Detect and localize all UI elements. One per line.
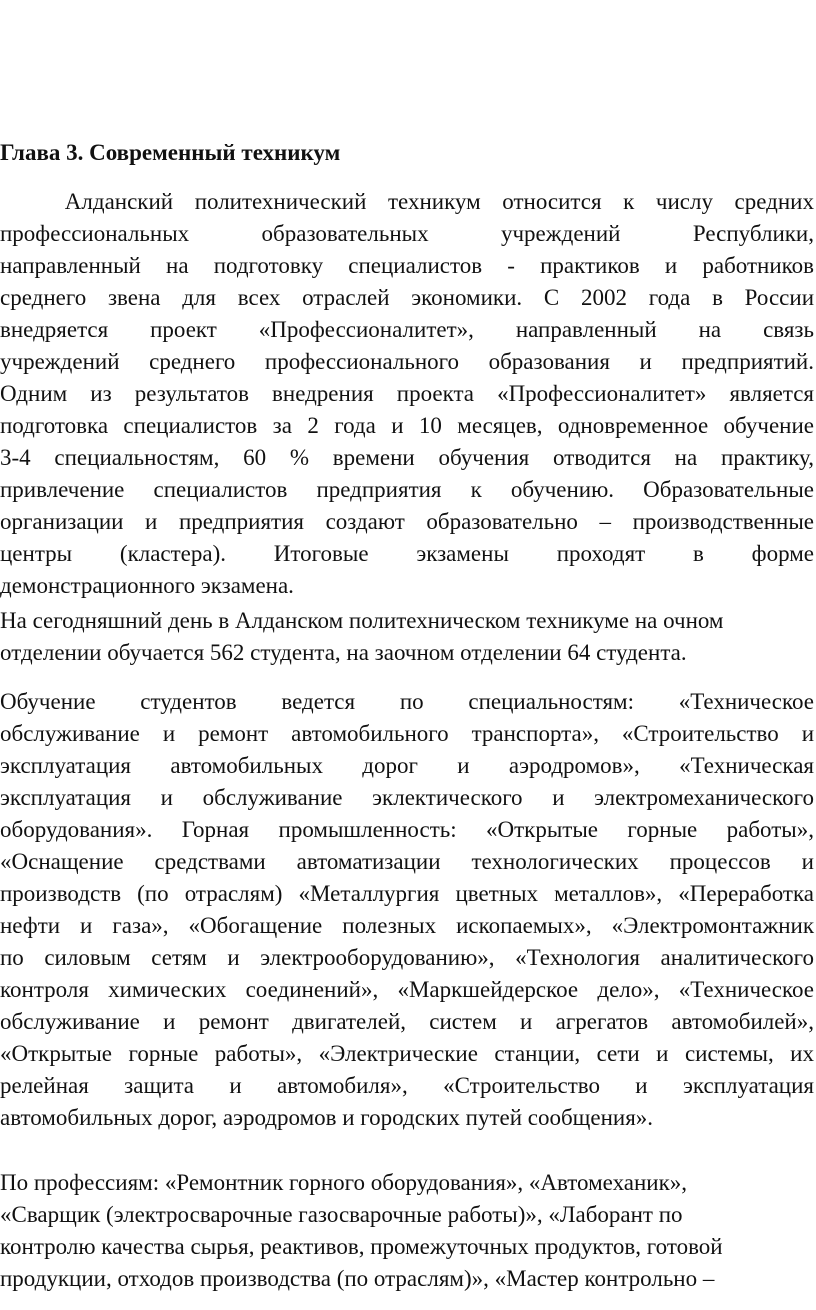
- text-line: нефти и газа», «Обогащение полезных ископаемых», «Электромонтажник: [0, 913, 814, 938]
- text-line: центры (кластера). Итоговые экзамены проходят в форме: [0, 541, 814, 566]
- text-line: отделении обучается 562 студента, на заочном отделении 64 студента.: [0, 640, 687, 665]
- text-line: эксплуатация автомобильных дорог и аэродромов», «Техническая: [0, 753, 814, 778]
- text-line: обслуживание и ремонт двигателей, систем и агрегатов автомобилей»,: [0, 1009, 814, 1034]
- text-line: организации и предприятия создают образовательно – производственные: [0, 509, 814, 534]
- text-line: производств (по отраслям) «Металлургия цветных металлов», «Переработка: [0, 881, 814, 906]
- text-line: автомобильных дорог, аэродромов и городских путей сообщения».: [0, 1105, 654, 1130]
- text-line: по силовым сетям и электрооборудованию», «Технология аналитического: [0, 945, 814, 970]
- text-line: На сегодняшний день в Алданском политехническом техникуме на очном: [0, 608, 724, 633]
- text-line: среднего звена для всех отраслей экономики. С 2002 года в России: [0, 285, 814, 310]
- text-line: контролю качества сырья, реактивов, промежуточных продуктов, готовой: [0, 1234, 723, 1259]
- text-line: продукции, отходов производства (по отраслям)», «Мастер контрольно –: [0, 1266, 715, 1291]
- text-line: контроля химических соединений», «Маркшейдерское дело», «Техническое: [0, 977, 814, 1002]
- text-line: профессиональных образовательных учреждений Республики,: [0, 221, 814, 246]
- text-line: внедряется проект «Профессионалитет», направленный на связь: [0, 317, 814, 342]
- chapter-heading: Глава 3. Современный техникум: [0, 140, 341, 165]
- text-line: «Оснащение средствами автоматизации технологических процессов и: [0, 849, 814, 874]
- paragraph-specialties: [0, 686, 814, 1134]
- text-line: привлечение специалистов предприятия к обучению. Образовательные: [0, 477, 814, 502]
- text-line: эксплуатация и обслуживание эклектического и электромеханического: [0, 785, 814, 810]
- text-line: обслуживание и ремонт автомобильного транспорта», «Строительство и: [0, 721, 814, 746]
- text-line: 3-4 специальностям, 60 % времени обучения отводится на практику,: [0, 445, 814, 470]
- text-line: По профессиям: «Ремонтник горного оборудования», «Автомеханик»,: [0, 1170, 688, 1195]
- text-line: «Сварщик (электросварочные газосварочные работы)», «Лаборант по: [0, 1202, 683, 1227]
- text-line: Обучение студентов ведется по специальностям: «Техническое: [0, 689, 814, 714]
- text-line: «Открытые горные работы», «Электрические станции, сети и системы, их: [0, 1041, 814, 1066]
- text-line: демонстрационного экзамена.: [0, 573, 294, 598]
- text-line: Алданский политехнический техникум относится к числу средних: [0, 189, 814, 214]
- paragraph-intro: [0, 186, 814, 602]
- text-line: учреждений среднего профессионального образования и предприятий.: [0, 349, 814, 374]
- text-line: направленный на подготовку специалистов - практиков и работников: [0, 253, 814, 278]
- text-line: подготовка специалистов за 2 года и 10 месяцев, одновременное обучение: [0, 413, 814, 438]
- text-line: релейная защита и автомобиля», «Строительство и эксплуатация: [0, 1073, 814, 1098]
- text-line: Одним из результатов внедрения проекта «Профессионалитет» является: [0, 381, 814, 406]
- paragraph-professions: [0, 1167, 814, 1295]
- text-line: оборудования». Горная промышленность: «Открытые горные работы»,: [0, 817, 814, 842]
- paragraph-students: [0, 605, 814, 669]
